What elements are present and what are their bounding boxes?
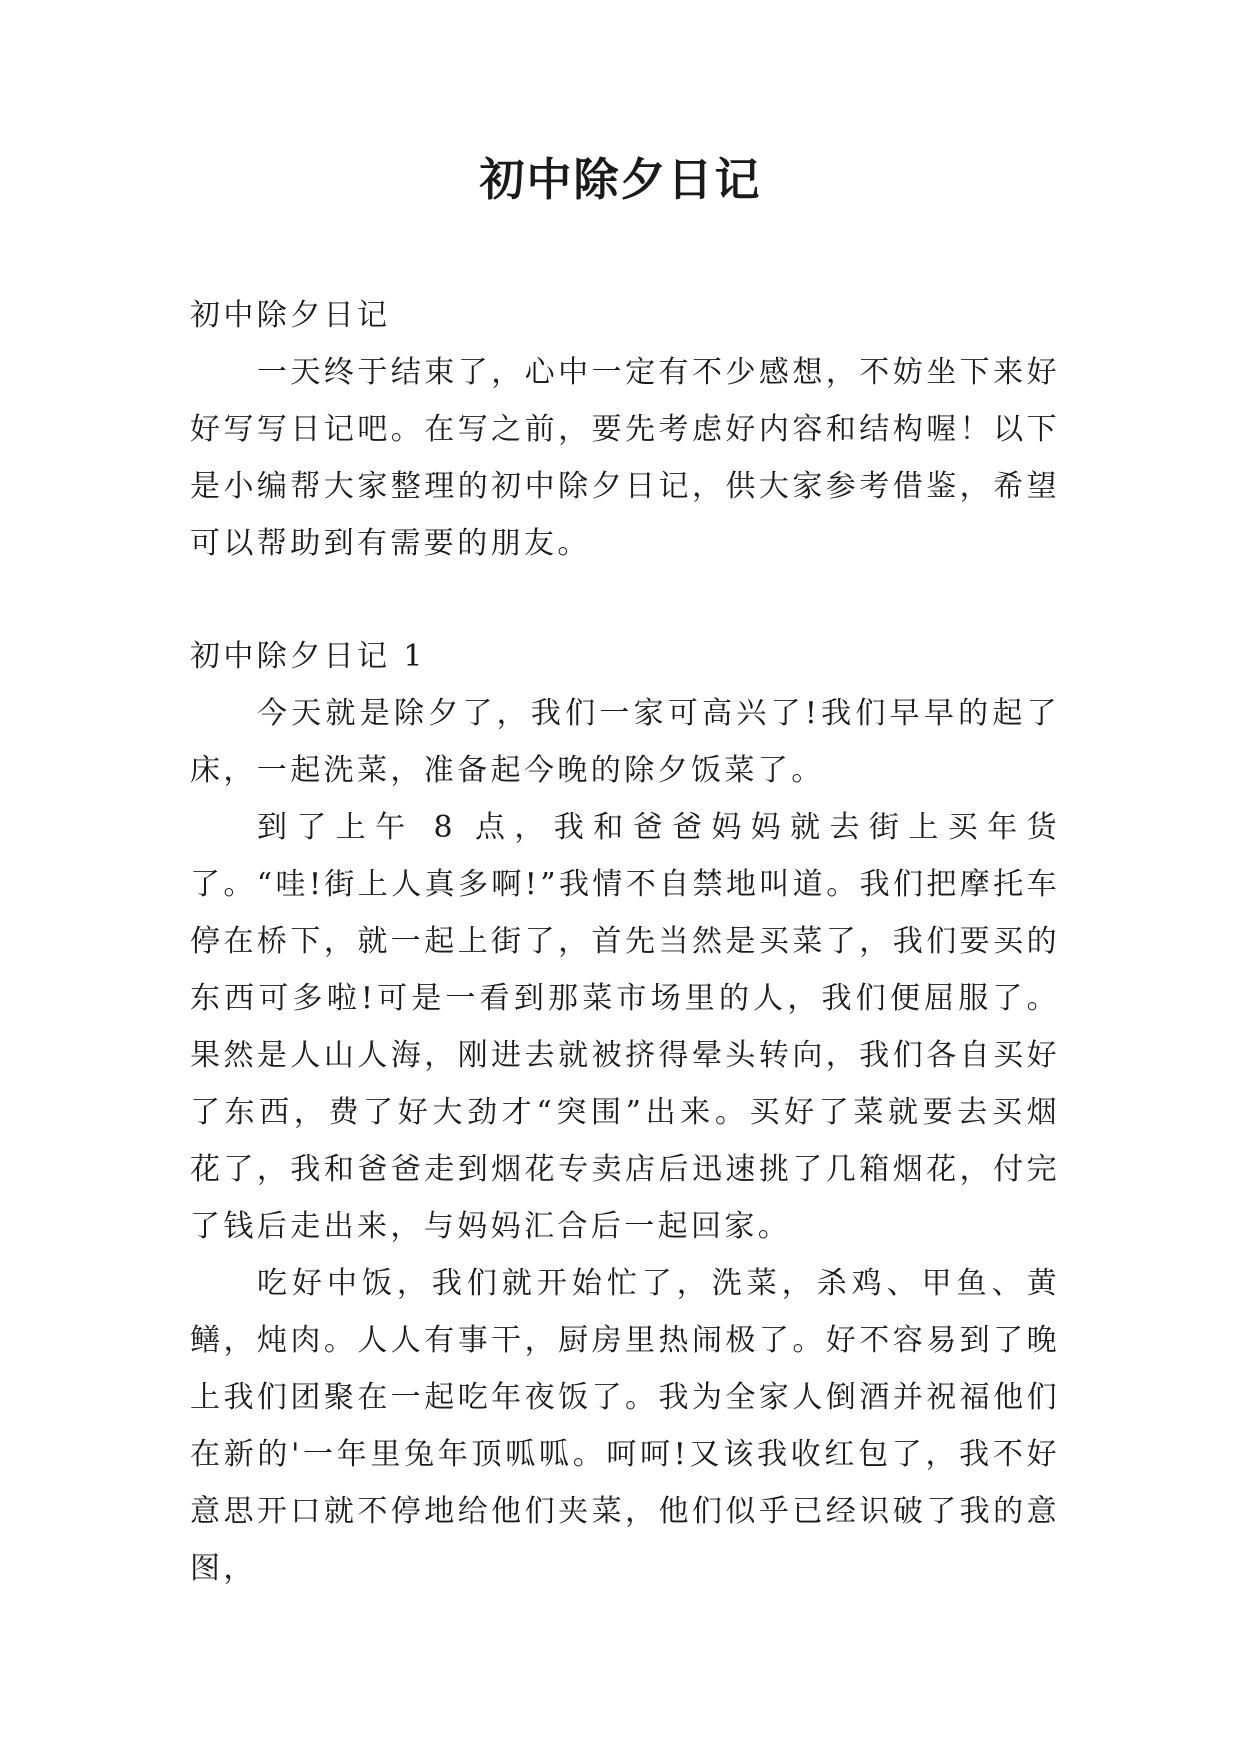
section-1-paragraph-2: 到了上午 8 点，我和爸爸妈妈就去街上买年货了。“哇!街上人真多啊!”我情不自禁地叫道。我们把摩托车停在桥下，就一起上街了，首先当然是买菜了，我们要买的东西可多啦!可是一看到那菜市场里的人，我们便屈服了。果然是人山人海，刚进去就被挤得晕头转向，我们各自买好了东西，费了好大劲才“突围”出来。买好了菜就要去买烟花了，我和爸爸走到烟花专卖店后迅速挑了几箱烟花，付完了钱后走出来，与妈妈汇合后一起回家。 — [190, 810, 1060, 1244]
document-title: 初中除夕日记 — [479, 153, 762, 206]
section-1-heading: 初中除夕日记 1 — [190, 639, 426, 674]
intro-heading: 初中除夕日记 — [190, 298, 391, 333]
section-spacer — [190, 572, 1060, 628]
document-body — [190, 287, 1060, 1597]
intro-paragraph: 一天终于结束了，心中一定有不少感想，不妨坐下来好好写写日记吧。在写之前，要先考虑好内容和结构喔！以下是小编帮大家整理的初中除夕日记，供大家参考借鉴，希望可以帮助到有需要的朋友。 — [190, 355, 1060, 561]
section-1-paragraph-1: 今天就是除夕了，我们一家可高兴了!我们早早的起了床，一起洗菜，准备起今晚的除夕饭菜了。 — [190, 696, 1060, 788]
section-1-paragraph-3: 吃好中饭，我们就开始忙了，洗菜，杀鸡、甲鱼、黄鳝，炖肉。人人有事干，厨房里热闹极了。好不容易到了晚上我们团聚在一起吃年夜饭了。我为全家人倒酒并祝福他们在新的'一年里兔年顶呱呱。呵呵!又该我收红包了，我不好意思开口就不停地给他们夹菜，他们似乎已经识破了我的意图， — [190, 1266, 1060, 1586]
